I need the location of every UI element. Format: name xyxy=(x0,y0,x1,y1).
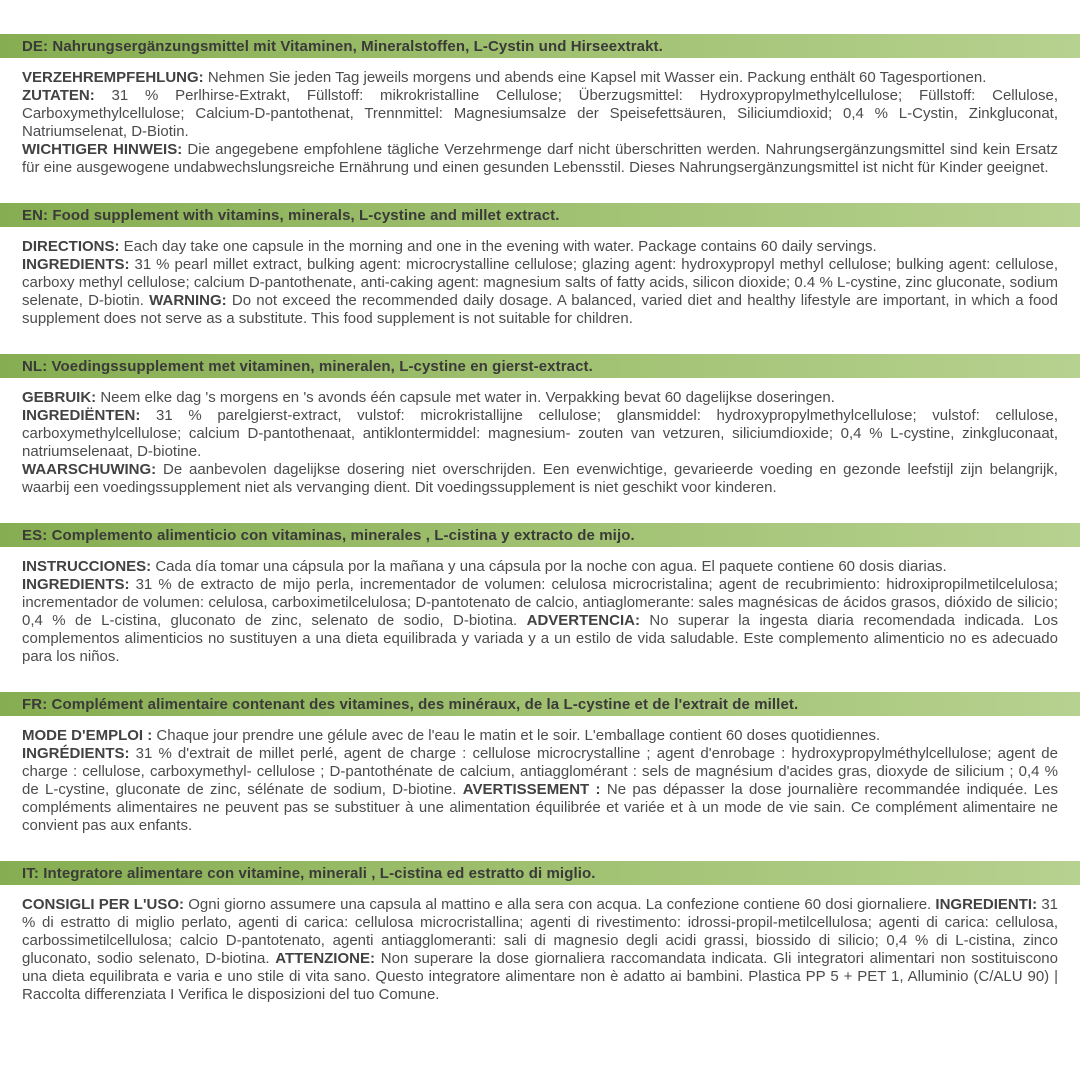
section-header-title: ES: Complemento alimenticio con vitaminas, minerales , L-cistina y extracto de mijo. xyxy=(22,526,635,544)
body-paragraph xyxy=(22,576,1058,666)
bold-label: INGREDIËNTEN: xyxy=(22,407,156,424)
bold-label: DIRECTIONS: xyxy=(22,238,124,255)
body-run: Neem elke dag 's morgens en 's avonds één capsule met water in. Verpakking bevat 60 dagelijkse doseringen. xyxy=(100,389,835,406)
section-header-bar xyxy=(0,861,1080,885)
body-run: 31 % di estratto di miglio perlato, agenti di carica: cellulosa microcristallina; agenti di rivestimento: idrossi-propil-metilcellulosa; agenti di carica: cellulosa, carbossimetilcellulosa; calcio D-pantotenato, agenti antiagglomeranti: sali di magnesio degli acidi grassi, biossido di silicio; 0,4 % di L-cistina, zinco gluconato, sodio selenato, D-biotina. xyxy=(22,896,1058,967)
body-run: 31 % parelgierst-extract, vulstof: microkristallijne cellulose; glansmiddel: hydroxypropylmethylcellulose; vulstof: cellulose, carboxymethylcellulose; calcium D-pantothenaat, antiklontermiddel: magnesium- zouten van vetzuren, siliciumdioxide; 0,4 % L-cystine, zinkgluconaat, natriumselenaat, D-biotine. xyxy=(22,407,1059,460)
body-run: 31 % de extracto de mijo perla, incrementador de volumen: celulosa microcristalina; agent de recubrimiento: hidroxipropilmetilcelulosa; incrementador de volumen: celulosa, carboximetilcelulosa; D-pantotenato de calcio, antiaglomerante: sales magnésicas de ácidos grasos, dióxido de silicio; 0,4 % de L-cistina, gluconato de zinc, selenato de sodio, D-biotina. xyxy=(22,576,1058,629)
body-run: Ogni giorno assumere una capsula al mattino e alla sera con acqua. La confezione contiene 60 dosi giornaliere. xyxy=(188,896,936,913)
body-run: 31 % pearl millet extract, bulking agent: microcrystalline cellulose; glazing agent: hydroxypropyl methyl cellulose; bulking agent: cellulose, carboxy methyl cellulose; calcium D-pantothenate, anti-caking agent: magnesium salts of fatty acids, silicon dioxide; 0.4 % L-cystine, zinc gluconate, sodium selenate, D-biotin. xyxy=(22,256,1058,309)
body-paragraph xyxy=(22,558,1058,576)
body-paragraph xyxy=(22,727,1058,745)
bold-label: GEBRUIK: xyxy=(22,389,101,406)
body-paragraph xyxy=(22,256,1058,328)
body-run: 31 % d'extrait de millet perlé, agent de charge : cellulose microcrystalline ; agent d'enrobage : hydroxypropylméthylcellulose; agent de charge : cellulose, carboxymethyl- cellulose ; D-pantothénate de calcium, antiagglomérant : sels de magnésium d'acides gras, dioxyde de silicium ; 0,4 % de L-cystine, gluconate de zinc, sélénate de sodium, D-biotine. xyxy=(22,745,1058,798)
body-run: Do not exceed the recommended daily dosage. A balanced, varied diet and healthy lifestyle are important, in which a food supplement does not serve as a substitute. This food supplement is not suitable for children. xyxy=(22,292,1058,327)
body-run: Cada día tomar una cápsula por la mañana y una cápsula por la noche con agua. El paquete contiene 60 dosis diarias. xyxy=(155,558,947,575)
language-sections-container xyxy=(0,34,1080,1004)
section-header-bar xyxy=(0,692,1080,716)
bold-label: MODE D'EMPLOI : xyxy=(22,727,157,744)
body-run: Ne pas dépasser la dose journalière recommandée indiquée. Les compléments alimentaires ne peuvent pas se substituer à une alimentation équilibrée et variée et à un mode de vie sain. Ce complément alimentaire ne convient pas aux enfants. xyxy=(22,781,1058,834)
section-body-text xyxy=(22,389,1058,497)
language-section-en xyxy=(0,203,1080,328)
section-header-title: NL: Voedingssupplement met vitaminen, mineralen, L-cystine en gierst-extract. xyxy=(22,357,593,375)
section-header-title: EN: Food supplement with vitamins, minerals, L-cystine and millet extract. xyxy=(22,206,560,224)
body-paragraph xyxy=(22,87,1058,141)
body-paragraph xyxy=(22,407,1058,461)
bold-label: ZUTATEN: xyxy=(22,87,112,104)
body-paragraph xyxy=(22,141,1058,177)
bold-label: WARNING: xyxy=(149,292,232,309)
bold-label: WAARSCHUWING: xyxy=(22,461,164,478)
bold-label: INGREDIENTI: xyxy=(935,896,1042,913)
section-body-text xyxy=(22,727,1058,835)
language-section-fr xyxy=(0,692,1080,835)
body-paragraph xyxy=(22,896,1058,1004)
section-body-text xyxy=(22,69,1058,177)
body-run: No superar la ingesta diaria recomendada indicada. Los complementos alimenticios no sustituyen a una dieta equilibrada y variada y a un estilo de vida saludable. Este complemento alimenticio no es adecuado para los niños. xyxy=(22,612,1058,665)
body-paragraph xyxy=(22,389,1058,407)
bold-label: AVERTISSEMENT : xyxy=(462,781,607,798)
body-run: Nehmen Sie jeden Tag jeweils morgens und abends eine Kapsel mit Wasser ein. Packung enthält 60 Tagesportionen. xyxy=(207,69,987,86)
body-run: Each day take one capsule in the morning and one in the evening with water. Package contains 60 daily servings. xyxy=(123,238,877,255)
body-run: Non superare la dose giornaliera raccomandata indicata. Gli integratori alimentari non sostituiscono una dieta equilibrata e varia e uno stile di vita sano. Questo integratore alimentare non è adatto ai bambini. Plastica PP 5 + PET 1, Alluminio (C/ALU 90) | Raccolta differenziata I Verifica le disposizioni del tuo Comune. xyxy=(22,950,1058,1003)
body-run: De aanbevolen dagelijkse dosering niet overschrijden. Een evenwichtige, gevarieerde voeding en gezonde leefstijl zijn belangrijk, waarbij een voedingssupplement niet als vervanging dient. Dit voedingssupplement is niet geschikt voor kinderen. xyxy=(22,461,1058,496)
language-section-nl xyxy=(0,354,1080,497)
bold-label: INGREDIENTS: xyxy=(22,256,135,273)
language-section-it xyxy=(0,861,1080,1004)
bold-label: INSTRUCCIONES: xyxy=(22,558,156,575)
section-header-title: IT: Integratore alimentare con vitamine, minerali , L-cistina ed estratto di miglio. xyxy=(22,864,596,882)
bold-label: WICHTIGER HINWEIS: xyxy=(22,141,188,158)
section-body-text xyxy=(22,558,1058,666)
bold-label: ADVERTENCIA: xyxy=(526,612,650,629)
body-run: Die angegebene empfohlene tägliche Verzehrmenge darf nicht überschritten werden. Nahrungsergänzungsmittel sind kein Ersatz für eine ausgewogene undabwechslungsreiche Ernährung und einen gesunden Lebensstil. Dieses Nahrungsergänzungsmittel ist nicht für Kinder geeignet. xyxy=(22,141,1058,176)
section-body-text xyxy=(22,238,1058,328)
bold-label: ATTENZIONE: xyxy=(275,950,381,967)
bold-label: VERZEHREMPFEHLUNG: xyxy=(22,69,208,86)
bold-label: CONSIGLI PER L'USO: xyxy=(22,896,189,913)
body-run: 31 % Perlhirse-Extrakt, Füllstoff: mikrokristalline Cellulose; Überzugsmittel: Hydroxypropylmethylcellulose; Füllstoff: Cellulose, Carboxymethylcellulose; Calcium-D-pantothenat, Trennmittel: Magnesiumsalze der Speisefettsäuren, Siliciumdioxid; 0,4 % L-Cystin, Zinkgluconat, Natriumselenat, D-Biotin. xyxy=(22,87,1058,140)
body-paragraph xyxy=(22,69,1058,87)
section-header-bar xyxy=(0,203,1080,227)
bold-label: INGREDIENTS: xyxy=(22,576,136,593)
bold-label: INGRÉDIENTS: xyxy=(22,745,136,762)
language-section-de xyxy=(0,34,1080,177)
body-paragraph xyxy=(22,461,1058,497)
section-header-bar xyxy=(0,354,1080,378)
language-section-es xyxy=(0,523,1080,666)
section-header-title: FR: Complément alimentaire contenant des vitamines, des minéraux, de la L-cystine et de l'extrait de millet. xyxy=(22,695,799,713)
section-header-title: DE: Nahrungsergänzungsmittel mit Vitaminen, Mineralstoffen, L-Cystin und Hirseextrakt. xyxy=(22,37,663,55)
section-body-text xyxy=(22,896,1058,1004)
body-run: Chaque jour prendre une gélule avec de l'eau le matin et le soir. L'emballage contient 60 doses quotidiennes. xyxy=(156,727,881,744)
section-header-bar xyxy=(0,523,1080,547)
body-paragraph xyxy=(22,238,1058,256)
section-header-bar xyxy=(0,34,1080,58)
body-paragraph xyxy=(22,745,1058,835)
